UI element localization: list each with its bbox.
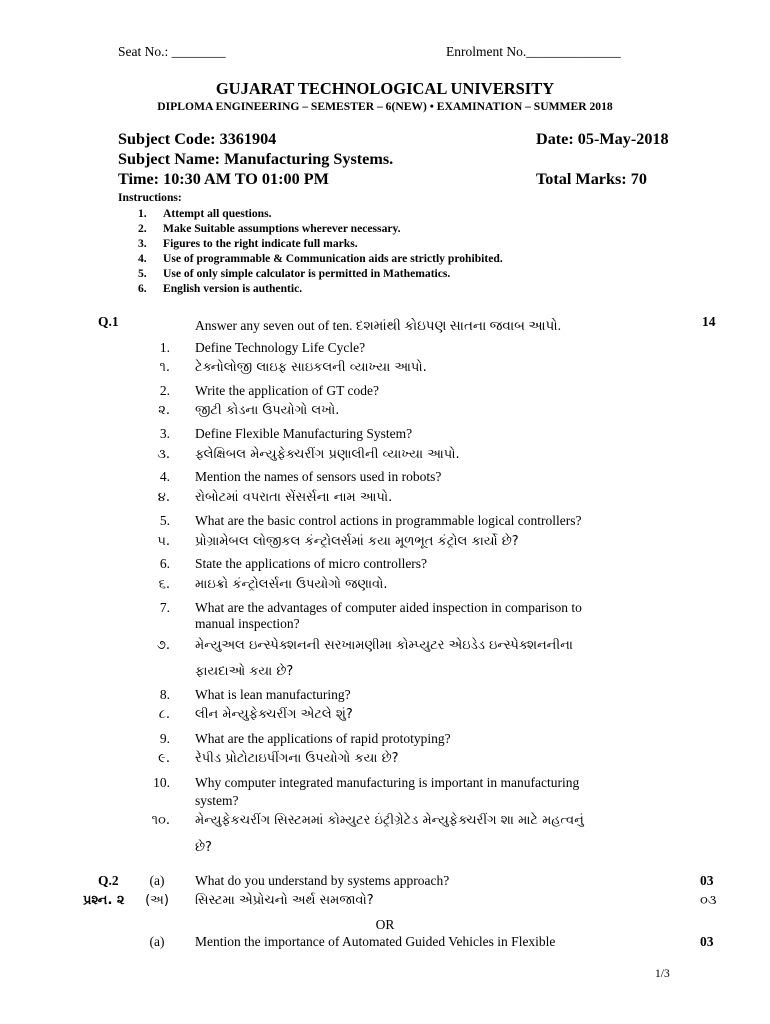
exam-line: DIPLOMA ENGINEERING – SEMESTER – 6(NEW) • EXAMINATION – SUMMER 2018 (157, 100, 613, 113)
q2a-marks-gujarati: ૦૩ (700, 893, 717, 908)
q1-marks: 14 (702, 314, 716, 329)
q1-label: Q.1 (98, 314, 119, 329)
instruction-item: 2. Make Suitable assumptions wherever necessary. (138, 222, 401, 236)
instruction-item: 4. Use of programmable & Communication aids are strictly prohibited. (138, 252, 503, 266)
subject-code: Subject Code: 3361904 (118, 130, 277, 148)
university-title: GUJARAT TECHNOLOGICAL UNIVERSITY (215, 79, 555, 98)
exam-time: Time: 10:30 AM TO 01:00 PM (118, 170, 329, 188)
instructions-list (138, 206, 503, 297)
q2-label-gujarati: પ્રશ્ન. ૨ (83, 893, 125, 908)
enrolment-no: Enrolment No.______________ (446, 44, 621, 59)
q1-intro: Answer any seven out of ten. દશમાંથી કોઇપણ સાતના જવાબ આપો. (195, 318, 562, 333)
or-divider: OR (375, 917, 395, 932)
q2-label: Q.2 (98, 873, 119, 888)
instruction-item: 6. English version is authentic. (138, 282, 303, 296)
page-number: 1/3 (655, 968, 670, 980)
q2a-marks: 03 (700, 873, 714, 888)
seat-no: Seat No.: ________ (118, 44, 226, 59)
instruction-item: 5. Use of only simple calculator is permitted in Mathematics. (138, 267, 451, 281)
exam-date: Date: 05-May-2018 (536, 130, 669, 148)
instruction-item: 3. Figures to the right indicate full marks. (138, 237, 358, 251)
instruction-item: 1. Attempt all questions. (138, 207, 272, 220)
subject-name: Subject Name: Manufacturing Systems. (118, 150, 394, 168)
total-marks: Total Marks: 70 (536, 170, 647, 188)
instructions-title: Instructions: (118, 191, 182, 204)
q2a-or-marks: 03 (700, 934, 714, 949)
